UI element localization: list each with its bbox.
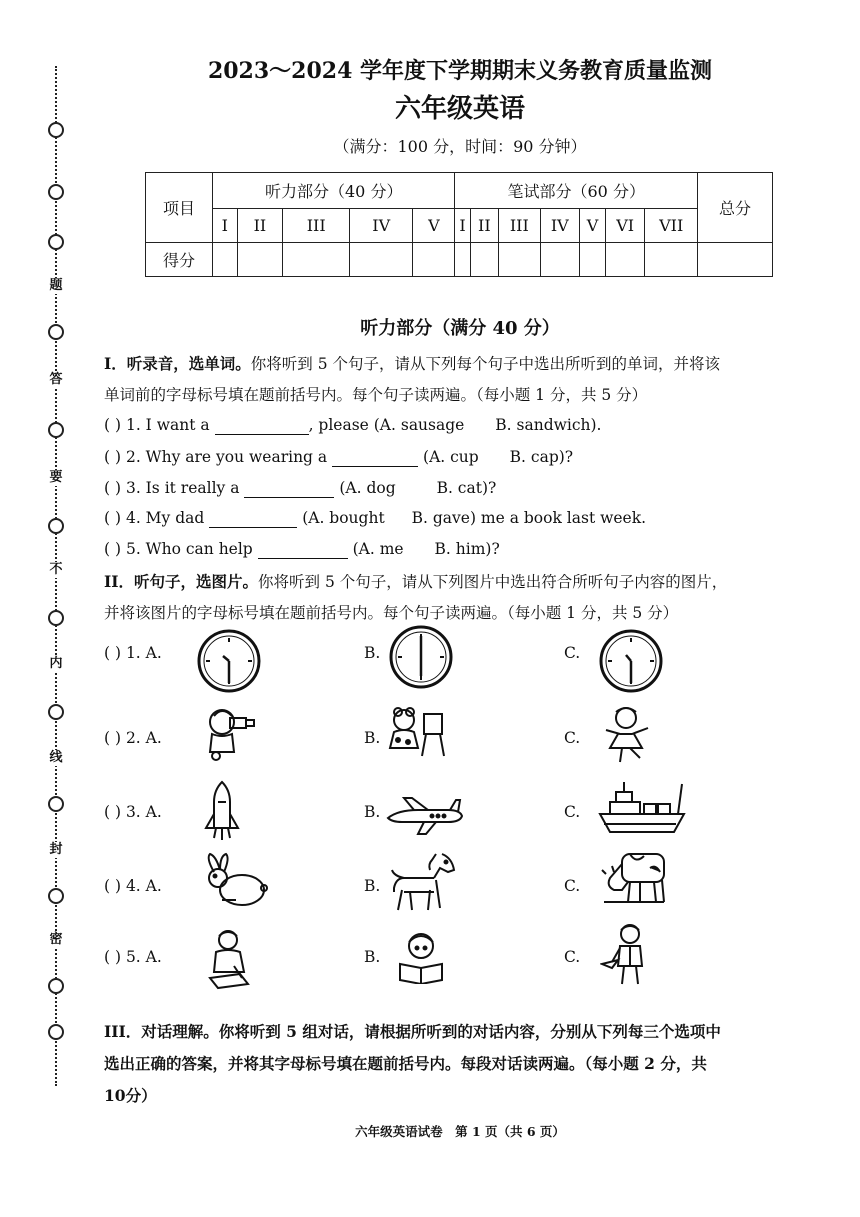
score-cell bbox=[213, 243, 238, 277]
part3-instruction-line: 选出正确的答案，并将其字母标号填在题前括号内。每段对话读两遍。（每小题 2 分，共 bbox=[104, 1054, 707, 1073]
option-label: B. bbox=[364, 644, 381, 662]
question-text: (A. cup bbox=[423, 448, 479, 466]
option-label: B. bbox=[364, 948, 381, 966]
margin-char: 内 bbox=[46, 656, 66, 672]
part2-instruction-line: 并将该图片的字母标号填在题前括号内。每个句子读两遍。（每小题 1 分，共 5 分） bbox=[104, 604, 679, 622]
score-cell bbox=[470, 243, 498, 277]
question-label[interactable]: ( ) 1. A. bbox=[104, 644, 162, 662]
option-b: B. cap)? bbox=[509, 448, 574, 466]
score-cell bbox=[698, 243, 773, 277]
writing-header: 笔试部分（60 分） bbox=[455, 173, 698, 209]
score-cell bbox=[350, 243, 413, 277]
question-label[interactable]: ( ) 4. A. bbox=[104, 877, 162, 895]
girl-dancing-icon bbox=[600, 704, 656, 766]
blank[interactable] bbox=[258, 540, 348, 559]
margin-char: 封 bbox=[46, 842, 66, 858]
part2-heading: II．听句子，选图片。 bbox=[104, 572, 259, 591]
score-cell bbox=[413, 243, 455, 277]
boy-with-paper-plane-icon bbox=[600, 922, 656, 986]
space-shuttle-icon bbox=[202, 780, 242, 842]
question-text: (A. me bbox=[352, 540, 404, 558]
col-header: VI bbox=[606, 209, 645, 243]
option-b: B. gave) me a book last week. bbox=[411, 509, 647, 527]
boy-writing-icon bbox=[206, 928, 256, 990]
part1-instruction-line: 单词前的字母标号填在题前括号内。每个句子读两遍。（每小题 1 分，共 5 分） bbox=[104, 386, 648, 404]
col-header: I bbox=[455, 209, 470, 243]
margin-char: 要 bbox=[46, 470, 66, 486]
answer-paren[interactable]: ( ) bbox=[104, 448, 122, 466]
blank[interactable] bbox=[244, 479, 334, 498]
col-header: IV bbox=[540, 209, 579, 243]
col-header: II bbox=[237, 209, 283, 243]
part3-heading: III．对话理解。 bbox=[104, 1022, 219, 1041]
margin-char: 线 bbox=[46, 750, 66, 766]
option-b: B. sandwich). bbox=[495, 416, 602, 434]
col-header: III bbox=[283, 209, 350, 243]
col-header: VII bbox=[645, 209, 698, 243]
blank[interactable] bbox=[215, 416, 309, 435]
col-header: III bbox=[499, 209, 541, 243]
listening-header: 听力部分（40 分） bbox=[213, 173, 455, 209]
page-footer: 六年级英语试卷 第 1 页（共 6 页） bbox=[355, 1124, 565, 1139]
answer-paren[interactable]: ( ) bbox=[104, 540, 122, 558]
question-text: , please (A. sausage bbox=[308, 416, 465, 434]
option-label: C. bbox=[564, 644, 581, 662]
part1-instruction-line: 你将听到 5 个句子，请从下列每个句子中选出所听到的单词，并将该 bbox=[250, 355, 720, 373]
col-header: V bbox=[579, 209, 605, 243]
answer-paren[interactable]: ( ) bbox=[104, 479, 122, 497]
part1-instructions bbox=[104, 348, 816, 411]
option-label: B. bbox=[364, 729, 381, 747]
girl-painting-icon bbox=[384, 706, 450, 760]
part1-question bbox=[104, 509, 646, 528]
question-text: 1. I want a bbox=[125, 416, 210, 434]
question-label[interactable]: ( ) 3. A. bbox=[104, 803, 162, 821]
option-label: C. bbox=[564, 803, 581, 821]
score-cell bbox=[579, 243, 605, 277]
part3-instructions bbox=[104, 1016, 816, 1112]
score-cell bbox=[455, 243, 470, 277]
total-label: 总分 bbox=[698, 173, 773, 243]
airplane-icon bbox=[384, 794, 464, 836]
answer-paren[interactable]: ( ) bbox=[104, 416, 122, 434]
question-text: 3. Is it really a bbox=[125, 479, 240, 497]
option-b: B. him)? bbox=[434, 540, 500, 558]
score-cell bbox=[645, 243, 698, 277]
clock-icon bbox=[388, 624, 454, 690]
score-cell bbox=[237, 243, 283, 277]
option-label: B. bbox=[364, 803, 381, 821]
col-header: II bbox=[470, 209, 498, 243]
part1-heading: I．听录音，选单词。 bbox=[104, 354, 251, 373]
rabbit-icon bbox=[198, 852, 268, 910]
cow-icon bbox=[600, 844, 670, 908]
col-header: IV bbox=[350, 209, 413, 243]
part3-instruction-line: 你将听到 5 组对话，请根据所听到的对话内容，分别从下列每三个选项中 bbox=[218, 1022, 721, 1041]
margin-char: 题 bbox=[46, 278, 66, 294]
clock-icon bbox=[196, 628, 262, 694]
margin-char: 不 bbox=[46, 562, 66, 578]
part1-question bbox=[104, 448, 573, 467]
score-table bbox=[145, 172, 773, 277]
question-label[interactable]: ( ) 5. A. bbox=[104, 948, 162, 966]
blank[interactable] bbox=[209, 509, 297, 528]
part1-question bbox=[104, 479, 496, 498]
option-b: B. cat)? bbox=[436, 479, 497, 497]
score-cell bbox=[499, 243, 541, 277]
horse-icon bbox=[388, 850, 458, 914]
exam-title: 2023～2024 学年度下学期期末义务教育质量监测 bbox=[207, 58, 713, 84]
score-label: 得分 bbox=[146, 243, 213, 277]
option-label: B. bbox=[364, 877, 381, 895]
score-info: （满分：100 分，时间：90 分钟） bbox=[333, 137, 587, 156]
part2-instruction-line: 你将听到 5 个句子，请从下列图片中选出符合所听句子内容的图片， bbox=[258, 573, 728, 591]
question-text: (A. bought bbox=[302, 509, 385, 527]
blank[interactable] bbox=[332, 448, 418, 467]
part1-question bbox=[104, 540, 500, 559]
subject-title: 六年级英语 bbox=[394, 94, 525, 124]
item-label: 项目 bbox=[146, 173, 213, 243]
question-text: 4. My dad bbox=[125, 509, 205, 527]
part1-question bbox=[104, 416, 601, 435]
score-cell bbox=[606, 243, 645, 277]
col-header: V bbox=[413, 209, 455, 243]
question-text: 2. Why are you wearing a bbox=[125, 448, 328, 466]
part2-instructions bbox=[104, 566, 816, 629]
clock-icon bbox=[598, 628, 664, 694]
part3-instruction-line: 10分） bbox=[104, 1086, 157, 1105]
option-label: C. bbox=[564, 948, 581, 966]
question-text: 5. Who can help bbox=[125, 540, 253, 558]
option-label: C. bbox=[564, 729, 581, 747]
answer-paren[interactable]: ( ) bbox=[104, 509, 122, 527]
margin-char: 密 bbox=[46, 932, 66, 948]
col-header: I bbox=[213, 209, 238, 243]
margin-char: 答 bbox=[46, 372, 66, 388]
question-label[interactable]: ( ) 2. A. bbox=[104, 729, 162, 747]
score-cell bbox=[540, 243, 579, 277]
boy-reading-icon bbox=[396, 930, 446, 984]
listening-section-title: 听力部分（满分 40 分） bbox=[360, 318, 560, 339]
boy-with-camera-icon bbox=[200, 706, 264, 762]
ship-icon bbox=[596, 780, 688, 836]
question-text: (A. dog bbox=[339, 479, 396, 497]
binding-margin bbox=[44, 66, 68, 1086]
option-label: C. bbox=[564, 877, 581, 895]
score-cell bbox=[283, 243, 350, 277]
